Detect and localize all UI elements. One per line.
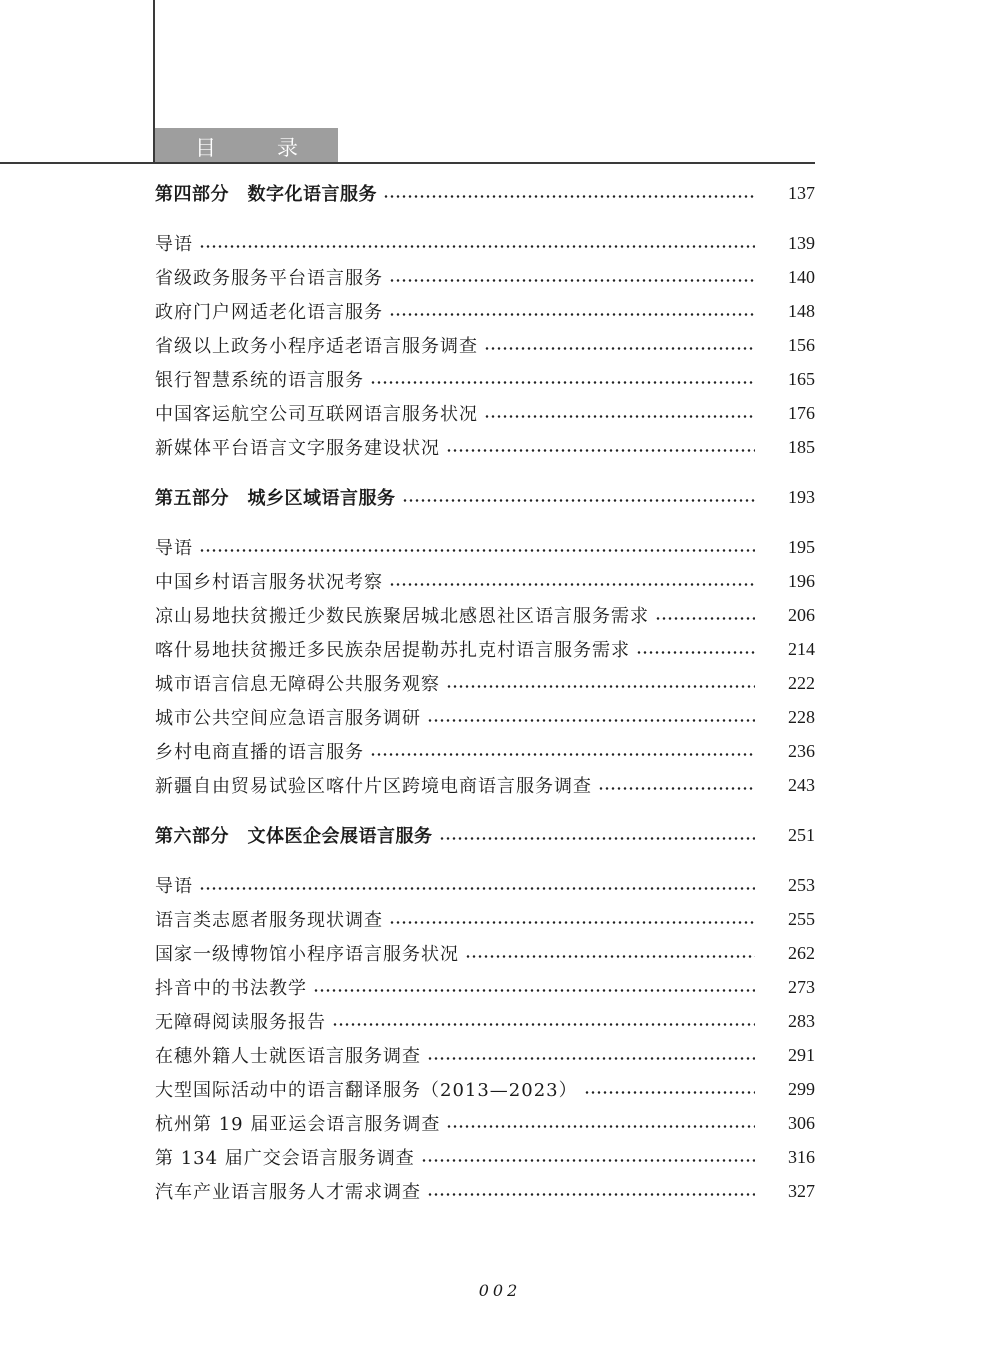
toc-entry[interactable] [155,330,815,360]
entry-title: 抖音中的书法教学 [155,978,307,999]
entry-title: 凉山易地扶贫搬迁少数民族聚居城北感恩社区语言服务需求 [155,606,649,627]
dot-leader [313,989,755,992]
dot-leader [484,415,755,418]
dot-leader [427,1057,755,1060]
page-ref: 193 [788,486,815,507]
dot-leader [389,583,755,586]
dot-leader [370,753,755,756]
toc-heading-char-1: 目 [195,136,216,160]
dot-leader [446,1125,755,1128]
toc-entry[interactable] [155,398,815,428]
page-ref: 185 [788,436,815,457]
page-ref: 283 [788,1010,815,1031]
toc-entry[interactable] [155,228,815,258]
toc-part-heading[interactable] [155,178,815,208]
toc-entry[interactable] [155,1142,815,1172]
toc-part-heading[interactable] [155,820,815,850]
dot-leader [427,1193,755,1196]
entry-title: 导语 [155,234,193,255]
part-title: 第五部分 城乡区域语言服务 [155,488,396,509]
entry-title: 城市语言信息无障碍公共服务观察 [155,674,440,695]
toc-entry[interactable] [155,972,815,1002]
dot-leader [199,245,755,248]
toc-entry[interactable] [155,1176,815,1206]
entry-title: 杭州第 19 届亚运会语言服务调查 [155,1114,441,1135]
entry-title: 第 134 届广交会语言服务调查 [155,1148,415,1169]
toc-entry[interactable] [155,532,815,562]
dot-leader [199,887,755,890]
toc-entry[interactable] [155,566,815,596]
entry-title: 新媒体平台语言文字服务建设状况 [155,438,440,459]
page-ref: 243 [788,774,815,795]
dot-leader [389,313,755,316]
page-ref: 148 [788,300,815,321]
dot-leader [383,195,755,198]
page-ref: 195 [788,536,815,557]
part-title: 第六部分 文体医企会展语言服务 [155,826,433,847]
toc-part-heading[interactable] [155,482,815,512]
page-ref: 236 [788,740,815,761]
entry-title: 大型国际活动中的语言翻译服务（2013—2023） [155,1080,578,1101]
page-ref: 176 [788,402,815,423]
dot-leader [427,719,755,722]
entry-title: 导语 [155,876,193,897]
toc-entry[interactable] [155,364,815,394]
dot-leader [484,347,755,350]
page-ref: 196 [788,570,815,591]
toc-entry[interactable] [155,904,815,934]
dot-leader [370,381,755,384]
dot-leader [598,787,755,790]
dot-leader [446,685,755,688]
toc-entry[interactable] [155,1040,815,1070]
page-ref: 140 [788,266,815,287]
dot-leader [584,1091,755,1094]
entry-title: 国家一级博物馆小程序语言服务状况 [155,944,459,965]
dot-leader [446,449,755,452]
header-horizontal-rule [0,162,815,164]
page-ref: 316 [788,1146,815,1167]
entry-title: 省级以上政务小程序适老语言服务调查 [155,336,478,357]
page-ref: 291 [788,1044,815,1065]
page-ref: 156 [788,334,815,355]
entry-title: 导语 [155,538,193,559]
entry-title: 中国乡村语言服务状况考察 [155,572,383,593]
dot-leader [655,617,755,620]
page-ref: 139 [788,232,815,253]
dot-leader [332,1023,755,1026]
dot-leader [421,1159,755,1162]
toc-entry[interactable] [155,770,815,800]
page-ref: 327 [788,1180,815,1201]
page-ref: 273 [788,976,815,997]
toc-entry[interactable] [155,600,815,630]
page-ref: 165 [788,368,815,389]
part-title: 第四部分 数字化语言服务 [155,184,377,205]
entry-title: 无障碍阅读服务报告 [155,1012,326,1033]
entry-title: 城市公共空间应急语言服务调研 [155,708,421,729]
page-ref: 262 [788,942,815,963]
dot-leader [389,279,755,282]
entry-title: 在穗外籍人士就医语言服务调查 [155,1046,421,1067]
page-ref: 222 [788,672,815,693]
page-number: 002 [478,1281,522,1300]
entry-title: 喀什易地扶贫搬迁多民族杂居提勒苏扎克村语言服务需求 [155,640,630,661]
entry-title: 新疆自由贸易试验区喀什片区跨境电商语言服务调查 [155,776,592,797]
entry-title: 中国客运航空公司互联网语言服务状况 [155,404,478,425]
toc-entry[interactable] [155,1074,815,1104]
dot-leader [199,549,755,552]
page-ref: 251 [788,824,815,845]
toc-entry[interactable] [155,702,815,732]
page-ref: 255 [788,908,815,929]
toc-entry[interactable] [155,432,815,462]
entry-title: 政府门户网适老化语言服务 [155,302,383,323]
page-ref: 214 [788,638,815,659]
page-ref: 137 [788,182,815,203]
toc-heading [155,128,338,162]
page-ref: 228 [788,706,815,727]
toc-entry[interactable] [155,1006,815,1036]
toc-heading-char-2: 录 [277,136,298,160]
entry-title: 乡村电商直播的语言服务 [155,742,364,763]
entry-title: 银行智慧系统的语言服务 [155,370,364,391]
toc-entry[interactable] [155,262,815,292]
entry-title: 汽车产业语言服务人才需求调查 [155,1182,421,1203]
toc-entry[interactable] [155,938,815,968]
toc-entry[interactable] [155,634,815,664]
toc-entry[interactable] [155,668,815,698]
toc-entry[interactable] [155,736,815,766]
dot-leader [465,955,755,958]
page-ref: 306 [788,1112,815,1133]
dot-leader [439,837,756,840]
toc-entry[interactable] [155,870,815,900]
page-ref: 253 [788,874,815,895]
entry-title: 省级政务服务平台语言服务 [155,268,383,289]
entry-title: 语言类志愿者服务现状调查 [155,910,383,931]
dot-leader [389,921,755,924]
dot-leader [402,499,756,502]
dot-leader [636,651,755,654]
toc-entry[interactable] [155,1108,815,1138]
page-ref: 206 [788,604,815,625]
page-ref: 299 [788,1078,815,1099]
toc-entry[interactable] [155,296,815,326]
